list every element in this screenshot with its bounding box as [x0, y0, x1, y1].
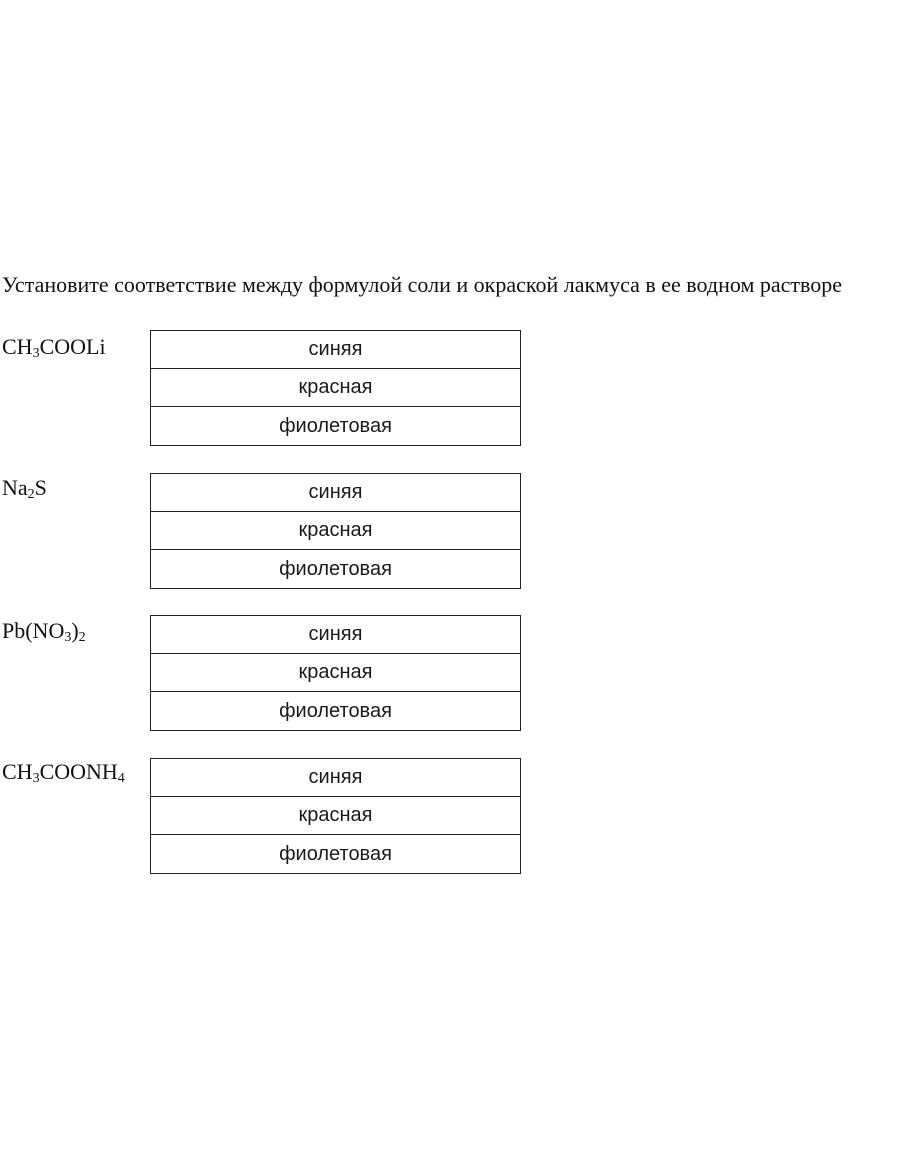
- options-table-na2s: [150, 473, 521, 589]
- option-red[interactable]: красная: [151, 512, 520, 550]
- formula-part: Na: [2, 475, 28, 500]
- formula-part: Pb(NO: [2, 618, 65, 643]
- formula-subscript: 3: [64, 630, 72, 645]
- formula-subscript: 2: [27, 487, 35, 502]
- option-blue[interactable]: синяя: [151, 474, 520, 512]
- option-red[interactable]: красная: [151, 654, 520, 692]
- option-blue[interactable]: синяя: [151, 616, 520, 654]
- options-table-ch3coonh4: [150, 758, 521, 874]
- formula-part: CH: [2, 759, 33, 784]
- formula-pb-no3-2: [2, 618, 86, 644]
- option-violet[interactable]: фиолетовая: [279, 414, 392, 437]
- option-red[interactable]: красная: [151, 797, 520, 835]
- option-blue[interactable]: синяя: [151, 759, 520, 797]
- formula-part: S: [34, 475, 47, 500]
- option-violet[interactable]: фиолетовая: [279, 557, 392, 580]
- options-table-ch3cooli: [150, 330, 521, 446]
- formula-ch3cooli: [2, 334, 106, 360]
- formula-part: ): [71, 618, 79, 643]
- option-red[interactable]: красная: [151, 369, 520, 407]
- formula-subscript: 3: [32, 346, 40, 361]
- question-text: Установите соответствие между формулой соли и окраской лакмуса в ее водном растворе: [2, 272, 843, 297]
- formula-part: COOLi: [39, 334, 106, 359]
- options-table-pb-no3-2: [150, 615, 521, 731]
- formula-subscript: 2: [78, 630, 86, 645]
- option-violet[interactable]: фиолетовая: [279, 699, 392, 722]
- formula-subscript: 4: [117, 771, 125, 786]
- option-violet[interactable]: фиолетовая: [279, 842, 392, 865]
- formula-na2s: [2, 475, 47, 501]
- formula-subscript: 3: [32, 771, 40, 786]
- formula-part: COONH: [39, 759, 118, 784]
- option-blue[interactable]: синяя: [151, 331, 520, 369]
- formula-ch3coonh4: [2, 759, 125, 785]
- formula-part: CH: [2, 334, 33, 359]
